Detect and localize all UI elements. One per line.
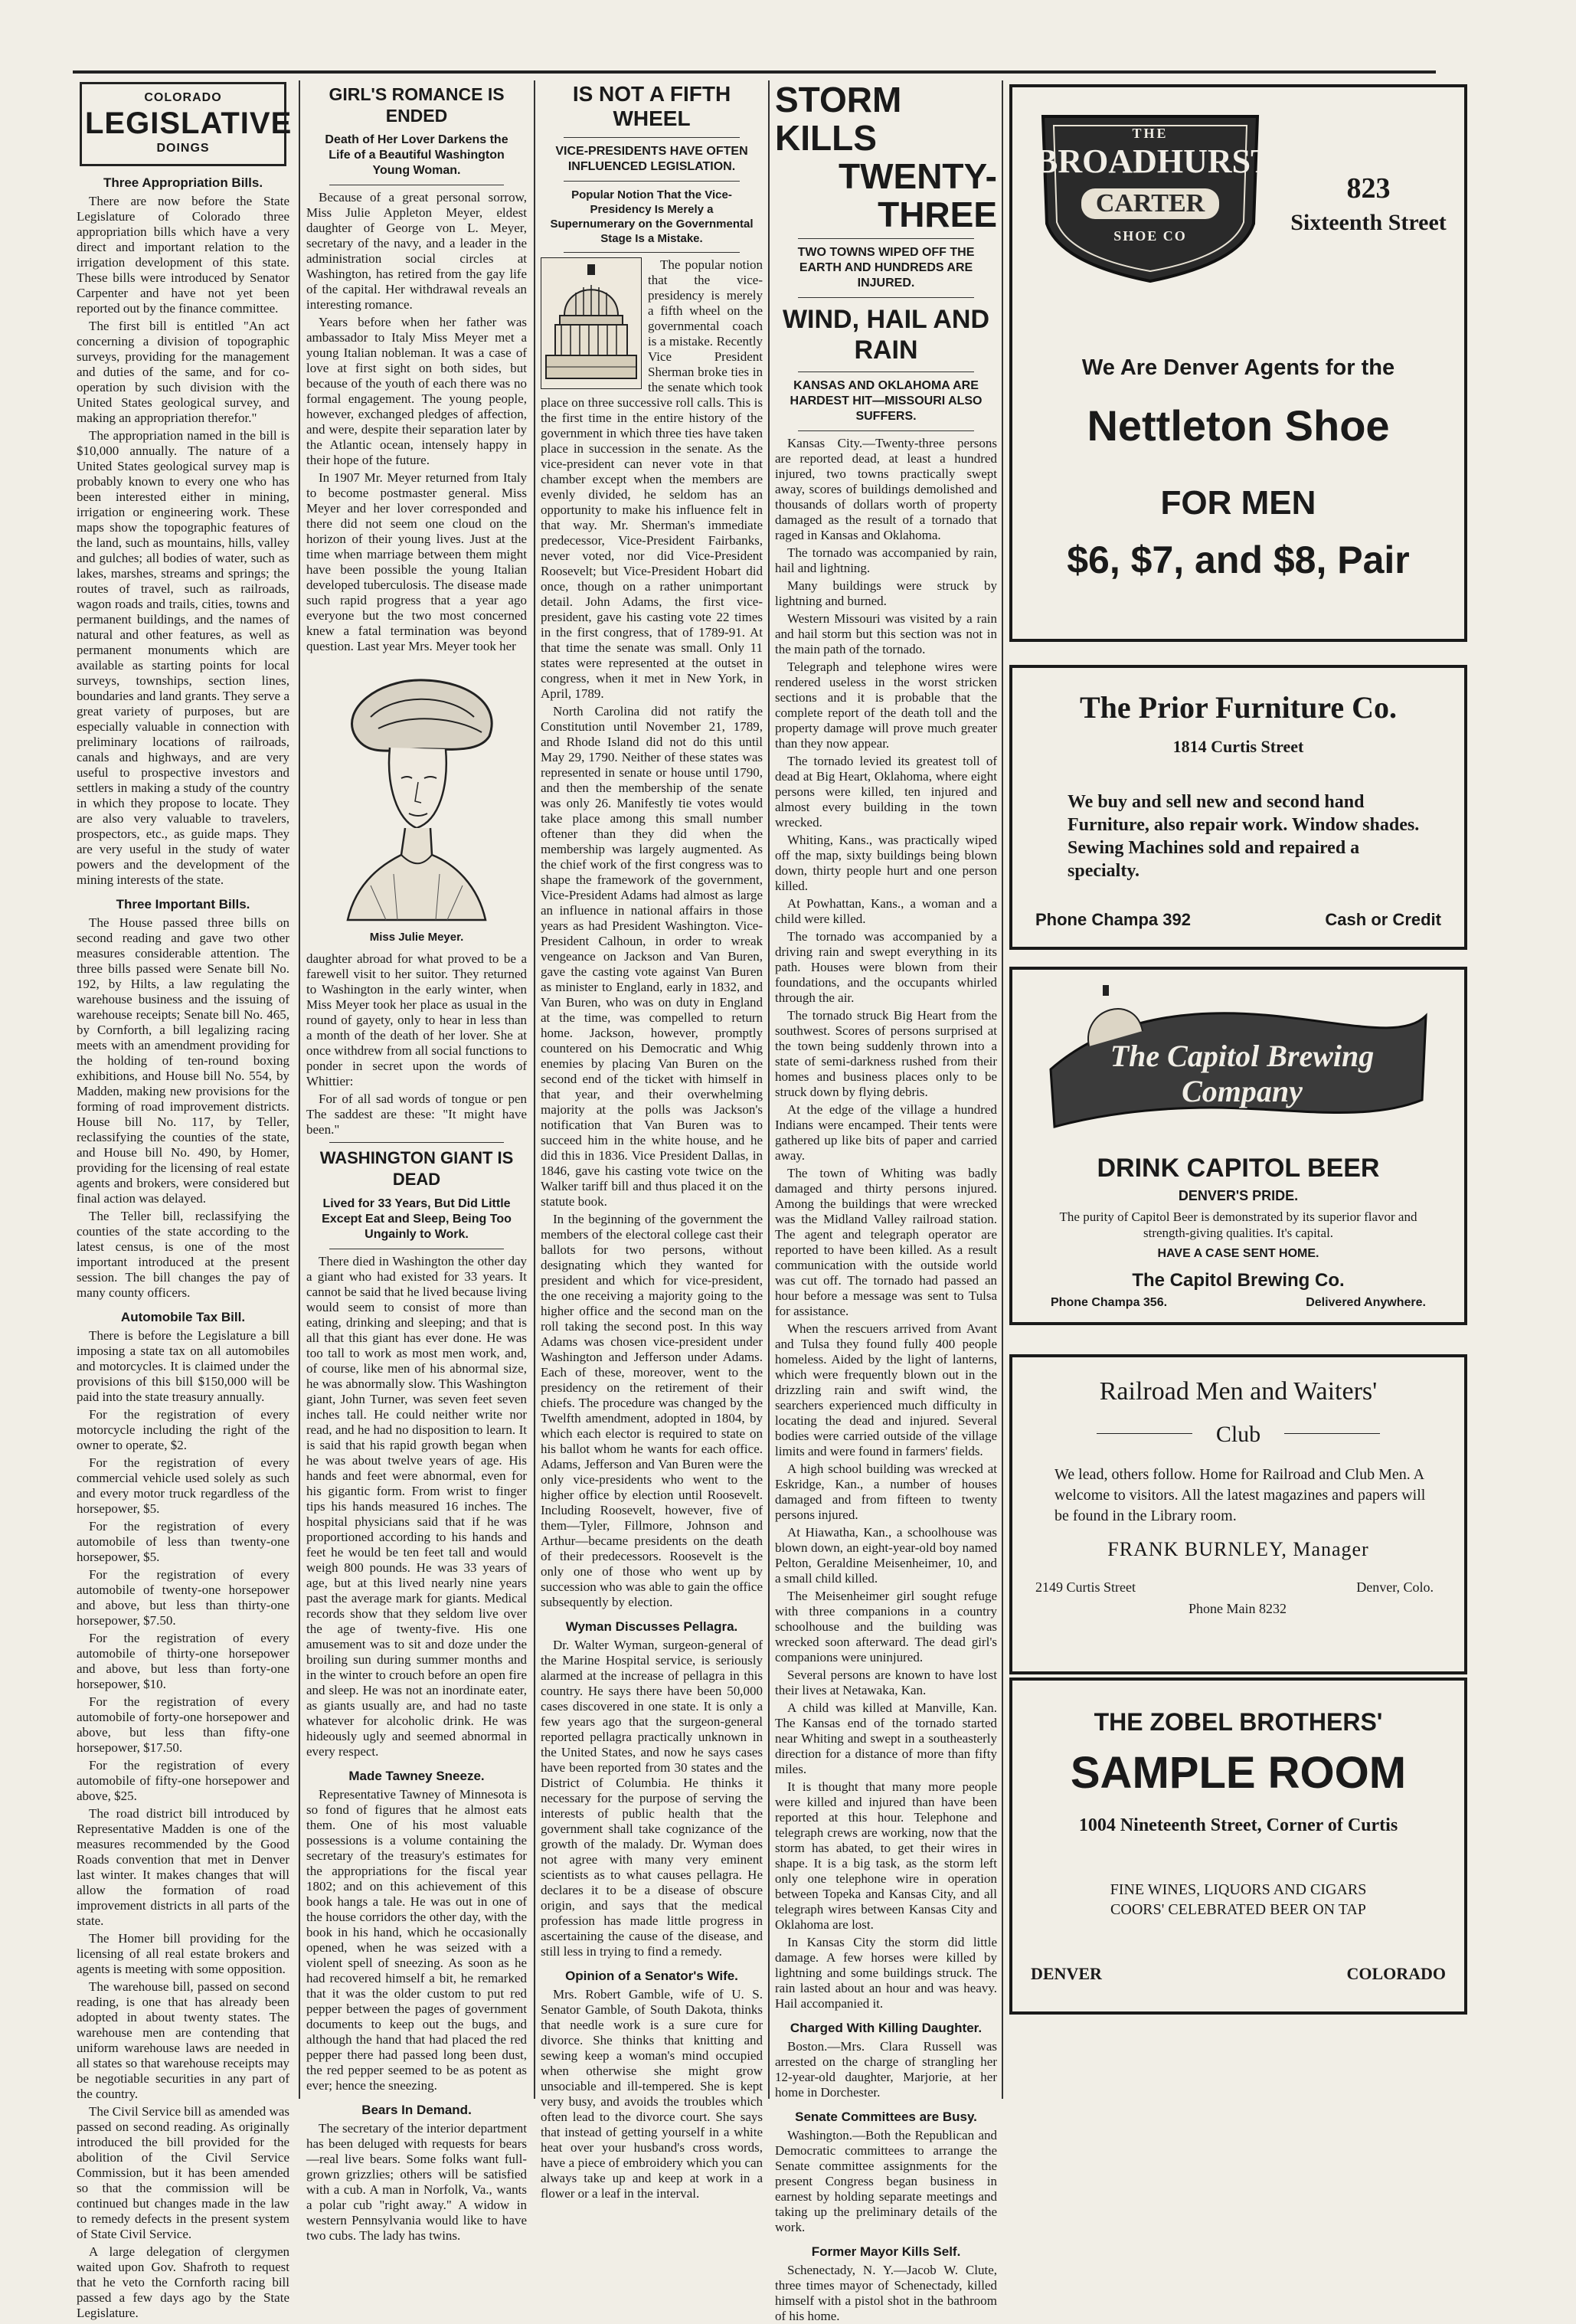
legislative-masthead	[80, 82, 293, 166]
paragraph: Many buildings were struck by lightning and burned.	[775, 578, 997, 608]
article-deck: KANSAS AND OKLAHOMA ARE HARDEST HIT—MISSOURI ALSO SUFFERS.	[790, 379, 983, 423]
address-number: 823	[1346, 172, 1391, 205]
paragraph: The road district bill introduced by Representative Madden is one of the measures recommended by the Good Roads convention that met in Denver last winter. It makes changes that will allow the formation of road improvement districts in all parts of the state.	[77, 1806, 289, 1928]
address: 1814 Curtis Street	[1172, 737, 1304, 756]
ad-headline: SAMPLE ROOM	[1070, 1748, 1407, 1798]
paragraph: In the beginning of the government the members of the electoral college cast their ballots for two persons, without designating which they wanted for president and which for vice-president, the one receiving a majority going to the higher office and the second man on the roll taking the second post. In this way Adams was chosen vice-president under Washington and Jefferson under Adams. Each of these, moreover, went to the presidency on the retirement of their chiefs. The procedure was changed by the Twelfth amendment, adopted in 1804, by which each elector is required to state on his ballot whom he wants for each office. Adams, Jefferson and Van Buren were the only vice-presidents who went to the higher office by election until Roosevelt. Including Roosevelt, however, five of them—Tyler, Fillmore, Johnson and Arthur—became presidents on the death of their predecessors. Roosevelt is the only one of those who went up by succession who was able to gain the office subsequently by election.	[541, 1212, 763, 1609]
paragraph: Boston.—Mrs. Clara Russell was arrested on the charge of strangling her 12-year-old daughter, Marjorie, at her home in Dorchester.	[775, 2039, 997, 2100]
company-name: THE ZOBEL BROTHERS'	[1094, 1708, 1383, 1736]
paragraph: Several persons are known to have lost their lives at Netawaka, Kan.	[775, 1668, 997, 1697]
phone-number: Phone Main 8232	[1189, 1601, 1287, 1616]
paragraph: Whiting, Kans., was practically wiped off the map, sixty buildings being blown down, thirty people hurt and one person killed.	[775, 833, 997, 893]
article-headline: STORM KILLS	[775, 80, 902, 158]
paragraph: Schenectady, N. Y.—Jacob W. Clute, three times mayor of Schenectady, killed himself with a pistol shot in the bathroom of his home.	[775, 2263, 997, 2323]
paragraph: A large delegation of clergymen waited upon Gov. Shafroth to request that he veto the Cornforth racing bill passed a few days ago by the State Legislature.	[77, 2244, 289, 2320]
paragraph: The House passed three bills on second reading and gave two other measures considerable attention. The three bills passed were Senate bill No. 192, by Hilts, a law regulating the warehouse business and the issuing of warehouse receipts; Senate bill No. 465, by Cornforth, a bill legalizing racing meets with an amendment providing for the holding of ten-round boxing exhibitions, and House bill No. 554, by Madden, making new provisions for the forming of road improvement districts. House bill No. 117, by Teller, reclassifying the counties of the state, and House bill No. 490, by Homer, providing for the licensing of real estate agents and brokers, were considered but final action was delayed.	[77, 915, 289, 1206]
paragraph: Western Missouri was visited by a rain and hail storm but this section was not in the main path of the tornado.	[775, 611, 997, 656]
ad-text: Cash or Credit	[1325, 910, 1441, 929]
paragraph: For the registration of every automobile of thirty-one horsepower and above, but less than forty-one horsepower, $10.	[77, 1631, 289, 1691]
paragraph: The warehouse bill, passed on second reading, is one that has already been adopted in about twenty states. The warehouse men are contending that uniform warehouse laws are needed in all states so that warehouse receipts may be negotiable securities in any part of the country.	[77, 1979, 289, 2101]
ad-text: We Are Denver Agents for the	[1081, 355, 1395, 380]
section-heading: Automobile Tax Bill.	[120, 1310, 246, 1324]
ad-text: DENVER'S PRIDE.	[1178, 1188, 1299, 1203]
city: DENVER	[1031, 1964, 1102, 1983]
paragraph: For the registration of every automobile of less than twenty-one horsepower, $5.	[77, 1519, 289, 1564]
logo-text: SHOE CO	[1113, 228, 1187, 244]
paragraph: The Meisenheimer girl sought refuge with three companions in a country schoolhouse and the building was wrecked soon afterward. The dead girl's companions were uninjured.	[775, 1589, 997, 1664]
masthead-line: DOINGS	[156, 142, 210, 155]
paragraph: For the registration of every automobile of forty-one horsepower and above, but less than fifty-one horsepower, $17.50.	[77, 1694, 289, 1755]
paragraph: It is thought that many more people were killed and injured than have been reported at this hour. Telephone and telegraph crews are working, now that the storm has abated, to get their wires in shape. It is a big task, as the storm left only one telephone wire in operation between Topeka and Kansas City, and all telegraph wires between Kansas City and Oklahoma are lost.	[775, 1779, 997, 1932]
company-name: The Prior Furniture Co.	[1079, 690, 1398, 725]
paragraph: For the registration of every automobile of twenty-one horsepower and above, but less than thirty-one horsepower, $7.50.	[77, 1567, 289, 1628]
portrait-caption: Miss Julie Meyer.	[369, 931, 464, 944]
section-heading: Senate Committees are Busy.	[795, 2110, 977, 2124]
price-line: $6, $7, and $8, Pair	[1067, 538, 1410, 581]
paragraph: North Carolina did not ratify the Constitution until November 21, 1789, and Rhode Island did not do this until May 29, 1790. Neither of these states was represented in senate or house until 1790, and then the membership of the senate was only 26. Manifestly tie votes would take place among this small number oftener than they did when the membership was largely augmented. As the chief work of the first congress was to shape the framework of the government, Vice-President Adams had almost as large an influence in national affairs in those years as had President Washington. Vice-President Calhoun, in order to wreak vengeance on Jackson and Van Buren, gave the casting vote against Van Buren as minister to England, early in 1832, and Van Buren, who was on duty in England at the time, was compelled to return home. Jackson, however, promptly countered on his Democratic and Whig enemies by placing Van Buren on the second end of the ticket with himself in that year, and their overwhelming majority at the polls was Jackson's notification that Van Buren was to succeed him in the white house, and he did this in 1836. Vice President Dallas, in 1846, gave his casting vote twice on the Walker tariff bill and thus placed it on the statute book.	[541, 704, 763, 1209]
club-name: Club	[1192, 1422, 1284, 1448]
state: COLORADO	[1346, 1964, 1446, 1983]
paragraph: A child was killed at Manville, Kan. The Kansas end of the tornado started near Whiting and swept in a southeasterly direction for a distance of more than fifty miles.	[775, 1700, 997, 1776]
verse: For of all sad words of tongue or pen The saddest are these: "It might have been."	[306, 1092, 527, 1137]
paragraph: At Powhattan, Kans., a woman and a child were killed.	[775, 896, 997, 926]
section-heading: Three Important Bills.	[116, 897, 250, 912]
paragraph: Representative Tawney of Minnesota is so fond of figures that he almost eats them. One of his most valuable possessions is a volume containing the secretary of the treasury's estimates for the appropriations for the fiscal year 1802; and on this achievement of this book hangs a tale. He was out in one of the house corridors the other day, with the book in his hand, which he occasionally opened, when he was seized with a violent spell of sneezing. As soon as he had recovered himself a bit, he remarked that it was the older custom to put red pepper between the pages of government documents to keep out the bugs, and although the hand that had placed the red pepper there had passed long been dust, the red pepper seemed to be as potent as ever; hence the sneezing.	[306, 1787, 527, 2093]
paragraph: There is before the Legislature a bill imposing a state tax on all automobiles and motorcycles. It is claimed under the provisions of this bill $150,000 will be paid into the state treasury annually.	[77, 1328, 289, 1404]
paragraph: There died in Washington the other day a giant who had existed for 33 years. It cannot be said that he lived because living would seem to consist of more than eating, drinking and sleeping; and that is all that this giant has ever done. He was too tall to work as most men work, and, of course, like men of his abnormal size, he was abnormally slow. This Washington giant, John Turner, was seven feet seven inches tall. He could neither write nor read, and he had no disposition to learn. It is said that his rapid growth began when he was about twelve years of age. His hands and feet were abnormal, even for his gigantic form. From wrist to finger tips his hands measured 16 inches. The hospital physicians said that if he was proportioned according to his hands and feet he would be ten feet tall and would weigh 800 pounds. He was 33 years of age, but at this lived nearly nine years past the average mark for giants. Medical records show that they seldom live over the age of twenty-five. His one amusement was to sit and doze under the broiling sun during summer months and in the winter to crouch before an open fire and sleep. He was not an inordinate eater, as giants usually are, and had no taste whatever for alcoholic drink. He was hideously ugly and seemed abnormal in every respect.	[306, 1254, 527, 1759]
masthead-line: COLORADO	[144, 91, 222, 104]
paragraph: The Teller bill, reclassifying the counties of the state according to the latest census, is one of the most important introduced at the present session. The bill changes the pay of many county officers.	[77, 1209, 289, 1300]
ad-broadhurst-carter	[1009, 84, 1467, 642]
column-rule	[1002, 80, 1003, 2099]
paragraph: A high school building was wrecked at Eskridge, Kan., a number of houses damaged and from fifteen to twenty persons injured.	[775, 1462, 997, 1522]
logo-text: BROADHURST	[1035, 142, 1274, 180]
masthead-title: LEGISLATIVE	[85, 106, 293, 140]
page-top-rule	[73, 70, 1436, 74]
paragraph: In Kansas City the storm did little damage. A few horses were killed by lightning and some buildings struck. The rain lasted about an hour and was heavy. Hail accompanied it.	[775, 1935, 997, 2011]
ad-body: We buy and sell new and second hand Furniture, also repair work. Window shades. Sewing Machines sold and repaired a specialty.	[1068, 792, 1420, 881]
column-rule	[299, 80, 300, 2099]
capitol-dome-illustration	[541, 257, 642, 389]
paragraph: The tornado levied its greatest toll of dead at Big Heart, Oklahoma, where eight persons were killed, ten injured and almost every building in the town wrecked.	[775, 754, 997, 830]
divider	[798, 430, 974, 431]
ad-headline: DRINK CAPITOL BEER	[1097, 1154, 1380, 1183]
company-name: The Capitol Brewing Co.	[1132, 1270, 1345, 1291]
paragraph: The popular notion that the vice-presidency is merely a fifth wheel on the governmental coach is a mistake. Recently Vice President Sherman broke ties in the senate which took place on three successive roll calls. This is the first time in the entire history of the government in which three ties have taken place in succession in the senate. As the vice-president can never vote in that chamber except when the members are evenly divided, he seldom has an opportunity to make his influence felt in that way. Mr. Sherman's immediate predecessor, Vice-President Fairbanks, never voted, nor did Vice-President Roosevelt; but Vice-President Hobart did once, though on a rather unimportant detail. John Adams, the first vice-president, gave his casting vote 22 times in the first congress, that of 1789-91. At that time the senate was small. Only 11 states were represented at the outset in congress, when it met in New York, in April, 1789.	[541, 257, 763, 701]
portrait-illustration	[325, 663, 508, 924]
manager-name: FRANK BURNLEY, Manager	[1107, 1538, 1369, 1560]
divider	[564, 181, 740, 182]
article-headline: TWENTY-THREE	[839, 156, 997, 234]
paragraph: The tornado was accompanied by rain, hail and lightning.	[775, 545, 997, 575]
section-heading: Three Appropriation Bills.	[103, 175, 263, 190]
column-rule	[534, 80, 535, 2099]
section-heading: Opinion of a Senator's Wife.	[565, 1969, 738, 1983]
ad-body: We lead, others follow. Home for Railroad and Club Men. A welcome to visitors. All the latest magazines and papers will be found in the Library room.	[1054, 1466, 1426, 1524]
divider	[564, 252, 740, 253]
paragraph: The first bill is entitled "An act concerning a division of topographic surveys, providing for the management and duties of the same, and for co-operation by such division with the United States geological survey, and making an appropriation therefor."	[77, 319, 289, 425]
paragraph: Dr. Walter Wyman, surgeon-general of the Marine Hospital service, is seriously alarmed at the increase of pellagra in this country. He says there have been 50,000 cases discovered in one state. It is only a few years ago that the surgeon-general reported pellagra practically unknown in the United States, and now he says cases have been reported from 30 states and the District of Columbia. He thinks it necessary for the purpose of serving the interests of public health that the government shall take cognizance of the growth of the malady. Dr. Wyman does not agree with many very eminent scientists as to what causes pellagra. He declares it to be a disease of obscure origin, and says that the medical profession has made little progress in ascertaining the cause of the disease, and still less in trying to find a remedy.	[541, 1638, 763, 1959]
paragraph: Mrs. Robert Gamble, wife of U. S. Senator Gamble, of South Dakota, thinks that needle work is a sure cure for divorce. She thinks that knitting and sewing keep a woman's mind occupied when otherwise she might grow unsociable and ill-tempered. She is kept very busy, and avoids the troubles which often lead to the divorce court. She says that instead of getting yourself in a white heat over your husband's cross words, have a piece of embroidery which you can always take up and keep at work in a flower or a leaf in the interval.	[541, 1987, 763, 2201]
capitol-brewing-logo	[1043, 985, 1434, 1131]
paragraph: The Civil Service bill as amended was passed on second reading. As originally introduced the bill provided for the abolition of the Civil Service Commission, but it has been amended so that the commission will be continued but changes made in the law to remedy defects in the present system of State Civil Service.	[77, 2104, 289, 2241]
address: 1004 Nineteenth Street, Corner of Curtis	[1078, 1815, 1398, 1835]
ad-capitol-brewing	[1009, 967, 1467, 1325]
ad-zobel-brothers	[1009, 1678, 1467, 2015]
paragraph: At Hiawatha, Kan., a schoolhouse was blown down, an eight-year-old boy named Pelton, Geraldine Meisenheimer, 10, and a small child killed.	[775, 1525, 997, 1586]
club-name: Railroad Men and Waiters'	[1099, 1377, 1378, 1406]
paragraph: Years before when her father was ambassador to Italy Miss Meyer met a young Italian nobleman. It was a case of love at first sight on both sides, but because of the youth of each there was no formal engagement. The young people, however, exchanged pledges of affection, and were, despite their separation later by the Atlantic ocean, intensely happy in their hope of the future.	[306, 315, 527, 467]
article-deck: Lived for 33 Years, But Did Little Except Eat and Sleep, Being Too Ungainly to Work.	[322, 1197, 512, 1241]
section-heading: Charged With Killing Daughter.	[790, 2021, 983, 2035]
paragraph: For the registration of every commercial vehicle used solely as such and every motor truck regardless of the horsepower, $5.	[77, 1455, 289, 1516]
divider	[798, 238, 974, 239]
ad-text: FOR MEN	[1160, 484, 1316, 522]
ad-body: The purity of Capitol Beer is demonstrated by its superior flavor and strength-giving qualities. It's capital.	[1059, 1209, 1417, 1240]
section-heading: Made Tawney Sneeze.	[348, 1769, 485, 1783]
article-deck: VICE-PRESIDENTS HAVE OFTEN INFLUENCED LEGISLATION.	[555, 145, 748, 173]
paragraph: The tornado struck Big Heart from the southwest. Scores of persons surprised at the town being suddenly thrown into a state of semi-darkness rushed from their homes and business places only to be struck down by flying debris.	[775, 1008, 997, 1099]
logo-text: The Capitol Brewing Company	[1110, 1039, 1375, 1108]
paragraph: For the registration of every automobile of fifty-one horsepower and above, $25.	[77, 1758, 289, 1803]
divider	[564, 137, 740, 138]
paragraph: Kansas City.—Twenty-three persons are reported dead, at least a hundred injured, two towns practically swept away, scores of buildings demolished and thousands of dollars worth of property damaged as the result of a tornado that raged in Kansas and Oklahoma.	[775, 436, 997, 542]
ad-text: Delivered Anywhere.	[1306, 1296, 1426, 1309]
article-deck: Death of Her Lover Darkens the Life of a Beautiful Washington Young Woman.	[325, 133, 508, 177]
paragraph: In 1907 Mr. Meyer returned from Italy to become postmaster general. Miss Meyer and her lover corresponded and there did not seem one cloud on the horizon of their young lives. Just at the time when marriage between them might have been possible the young Italian developed tuberculosis. The disease made such rapid progress that a year ago everyone but the two most concerned knew a fatal termination was beyond question. Last year Mrs. Meyer took her	[306, 470, 527, 653]
paragraph: The secretary of the interior department has been deluged with requests for bears—real live bears. Some folks want full-grown grizzlies; others will be satisfied with a cub. A man in Norfolk, Va., wants a polar cub "right away." A widow in western Pennsylvania would like to have two cubs. The lady has twins.	[306, 2121, 527, 2243]
club-subtitle	[1097, 1422, 1380, 1445]
paragraph: At the edge of the village a hundred Indians were encamped. Their tents were gathered up like bits of paper and carried away.	[775, 1102, 997, 1163]
ad-railroad-club	[1009, 1354, 1467, 1674]
ad-text: COORS' CELEBRATED BEER ON TAP	[1110, 1901, 1366, 1918]
column-vice-president	[541, 80, 763, 2201]
paragraph: The tornado was accompanied by a driving rain and swept everything in its path. Houses were blown from their foundations, and the occupants whirled through the air.	[775, 929, 997, 1005]
paragraph: There are now before the State Legislature of Colorado three appropriation bills which have a very direct and important relation to the irrigation development of this state. These bills were introduced by Senator Carpenter and have not yet been reported out by the finance committee.	[77, 194, 289, 316]
article-headline: WASHINGTON GIANT IS DEAD	[319, 1148, 514, 1189]
city: Denver, Colo.	[1356, 1579, 1434, 1595]
divider	[798, 297, 974, 298]
address-street: Sixteenth Street	[1290, 210, 1447, 235]
column-legislative	[77, 80, 293, 2320]
article-deck: TWO TOWNS WIPED OFF THE EARTH AND HUNDREDS ARE INJURED.	[797, 246, 975, 290]
section-heading: Bears In Demand.	[361, 2103, 472, 2117]
paragraph: Washington.—Both the Republican and Democratic committees to arrange the Senate committee assignments for the present Congress began business in earnest by holding separate meetings and taking up the preliminary details of the work.	[775, 2128, 997, 2234]
section-heading: Wyman Discusses Pellagra.	[565, 1619, 738, 1634]
paragraph: The appropriation named in the bill is $10,000 annually. The nature of a United States geological survey map is probably known to every one who has been interested either in mining, irrigation or engineering work. These maps show the topographic features of the land, such as mountains, hills, valley and gulches; all bodies of water, such as lakes, marshes, streams and springs; the routes of travel, such as railroads, wagon roads and trails, cities, towns and permanent buildings, and the names of natural and other features, as well as permanent monuments which are available as starting points for local surveys, townships, section lines, boundaries and land grants. They serve a great variety of purposes, but are especially valuable in connection with preliminary locations of railroads, canals and highways, and are very useful to prospective investors and settlers in making a study of the country in which they propose to locate. They are also very valuable to travelers, prospectors, etc., as guide maps. They are very useful in the study of water powers and the development of the mining interests of the state.	[77, 428, 289, 887]
divider	[329, 1142, 504, 1143]
brand-name: Nettleton Shoe	[1087, 401, 1390, 450]
logo-text: CARTER	[1081, 188, 1219, 219]
paragraph: Telegraph and telephone wires were rendered useless in the worst stricken sections and it is probable that the complete report of the death toll and the property damage will prove much greater than they now appear.	[775, 660, 997, 751]
article-deck: Popular Notion That the Vice-Presidency Is Merely a Supernumerary on the Governmental Stage Is a Mistake.	[550, 188, 754, 245]
article-headline: WIND, HAIL AND RAIN	[782, 305, 990, 365]
broadhurst-logo	[1035, 109, 1274, 285]
ad-text: HAVE A CASE SENT HOME.	[1157, 1247, 1319, 1260]
column-rule	[768, 80, 770, 2099]
logo-text: THE	[1132, 126, 1169, 141]
column-romance	[306, 80, 527, 2243]
section-heading: Former Mayor Kills Self.	[811, 2244, 961, 2259]
column-storm	[775, 80, 997, 2323]
paragraph: When the rescuers arrived from Avant and Tulsa they found fully 400 people homeless. Aided by the light of lanterns, which were frequently blown out in the drizzling rain and swift wind, the searchers experienced much difficulty in locating the dead and injured. Several bodies were carried outside of the village limits and were found in farmers' fields.	[775, 1321, 997, 1458]
article-headline: IS NOT A FIFTH WHEEL	[572, 82, 731, 130]
article-headline: GIRL'S ROMANCE IS ENDED	[329, 84, 505, 126]
paragraph: The Homer bill providing for the licensing of all real estate brokers and agents is meeting with some opposition.	[77, 1931, 289, 1976]
paragraph: The town of Whiting was badly damaged and thirty persons injured. Among the buildings that were wrecked was the Midland Valley railroad station. The agent and telegraph operator are reported to have been killed. As a result communication with the outside world was cut off. The tornado had passed an hour before a message was sent to Tulsa for assistance.	[775, 1166, 997, 1318]
phone-number: Phone Champa 356.	[1051, 1296, 1168, 1309]
paragraph: For the registration of every motorcycle including the right of the owner to operate, $2.	[77, 1407, 289, 1452]
address: 2149 Curtis Street	[1035, 1579, 1136, 1595]
paragraph: Because of a great personal sorrow, Miss Julie Appleton Meyer, eldest daughter of George von L. Meyer, secretary of the navy, and a leader in the administration social circles at Washington, has retired from the gay life of the capital. Her withdrawal reveals an interesting romance.	[306, 190, 527, 312]
phone-number: Phone Champa 392	[1035, 910, 1191, 929]
ad-text: FINE WINES, LIQUORS AND CIGARS	[1110, 1881, 1367, 1898]
ad-prior-furniture	[1009, 665, 1467, 950]
paragraph: daughter abroad for what proved to be a farewell visit to her suitor. They returned to Washington in the early winter, when Miss Meyer took her place as usual in the round of gayety, only to hear in less than a month of the death of her lover. She at once withdrew from all social functions to ponder in secret upon the words of Whittier:	[306, 951, 527, 1088]
